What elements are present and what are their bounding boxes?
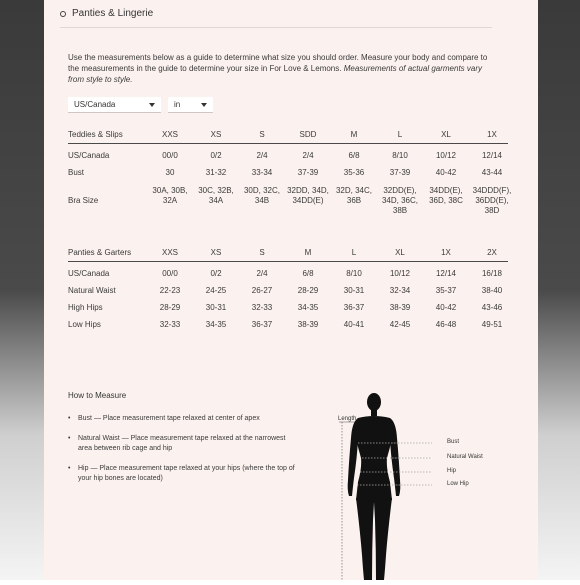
table-cell: 32-33: [159, 320, 181, 329]
intro-paragraph: [68, 52, 498, 85]
section-title: Panties & Lingerie: [72, 8, 154, 19]
size-column-header: 1X: [441, 248, 451, 257]
table-cell: 34DDD(F), 36DD(E), 38D: [472, 186, 512, 215]
chevron-down-icon: [149, 103, 155, 107]
background-right: [538, 0, 580, 580]
row-label: US/Canada: [68, 151, 110, 160]
table-cell: 28-29: [297, 286, 319, 295]
intro-text: Use the measurements below as a guide to determine what size you should order. Measure your body and compare to the measurements in the guide to determine your size in For Love & Lemons.: [68, 53, 488, 73]
how-to-measure-list: [68, 414, 298, 494]
table-cell: 0/2: [210, 151, 222, 160]
table-cell: 37-39: [389, 168, 411, 177]
size-column-header: XL: [395, 248, 405, 257]
table-cell: 12/14: [435, 269, 457, 278]
size-column-header: XXS: [161, 248, 178, 257]
table-cell: 37-39: [297, 168, 319, 177]
size-column-header: 2X: [487, 248, 497, 257]
table-cell: 30A, 30B, 32A: [152, 186, 188, 205]
table-cell: 30-31: [343, 286, 365, 295]
table-cell: 32DD(E), 34D, 36C, 38B: [381, 186, 419, 215]
row-label: US/Canada: [68, 269, 110, 278]
table-cell: 43-44: [481, 168, 503, 177]
size-column-header: XL: [441, 130, 451, 139]
table-cell: 40-42: [435, 168, 457, 177]
table-header-divider: [68, 261, 508, 262]
table-cell: 43-46: [481, 303, 503, 312]
low-hip-label: Low Hip: [447, 481, 469, 487]
size-column-header: S: [259, 130, 265, 139]
background-left: [0, 0, 44, 580]
size-column-header: XS: [210, 248, 222, 257]
row-label: Bra Size: [68, 196, 99, 205]
table-cell: 10/12: [389, 269, 411, 278]
title-divider: [60, 27, 492, 28]
table-cell: 6/8: [348, 151, 360, 160]
table-cell: 32-34: [389, 286, 411, 295]
row-label: Bust: [68, 168, 85, 177]
list-item: • Bust — Place measurement tape relaxed at center of apex: [68, 414, 298, 424]
table-cell: 30D, 32C, 34B: [243, 186, 281, 205]
size-column-header: XXS: [161, 130, 178, 139]
list-item: • Natural Waist — Place measurement tape relaxed at the narrowest area between rib cage and hip: [68, 434, 298, 454]
table-cell: 34DD(E), 36D, 38C: [429, 186, 463, 205]
table-cell: 42-45: [389, 320, 411, 329]
unit-select-value: in: [174, 100, 181, 109]
size-guide-page: [44, 0, 538, 580]
table-cell: 30-31: [205, 303, 227, 312]
table-cell: 33-34: [251, 168, 273, 177]
table-cell: 8/10: [392, 151, 408, 160]
table-cell: 36-37: [343, 303, 365, 312]
table-cell: 46-48: [435, 320, 457, 329]
bust-label: Bust: [447, 439, 460, 445]
table-cell: 0/2: [210, 269, 222, 278]
table-cell: 34-35: [297, 303, 319, 312]
table-cell: 28-29: [159, 303, 181, 312]
table-cell: 00/0: [162, 269, 178, 278]
unit-select[interactable]: [168, 97, 213, 113]
table-cell: 22-23: [159, 286, 181, 295]
table-cell: 2/4: [302, 151, 314, 160]
table-cell: 38-40: [481, 286, 503, 295]
row-label: High Hips: [68, 303, 103, 312]
table-header-divider: [68, 143, 508, 144]
table-header-label: Panties & Garters: [68, 248, 132, 257]
list-item: • Hip — Place measurement tape relaxed at your hips (where the top of your hip bones are located): [68, 464, 298, 484]
row-label: Low Hips: [68, 320, 101, 329]
section-header[interactable]: [60, 8, 153, 19]
table-cell: 16/18: [481, 269, 503, 278]
how-to-measure-title: How to Measure: [68, 391, 127, 400]
size-column-header: L: [351, 248, 357, 257]
table-cell: 2/4: [256, 151, 268, 160]
circle-bullet-icon: [60, 11, 66, 17]
table-cell: 38-39: [297, 320, 319, 329]
intro-italic-note: Measurements of actual garments vary from style to style.: [68, 64, 482, 84]
table-cell: 30: [165, 168, 175, 177]
table-header-label: Teddies & Slips: [68, 130, 123, 139]
table-cell: 10/12: [435, 151, 457, 160]
table-cell: 00/0: [162, 151, 178, 160]
size-column-header: 1X: [487, 130, 497, 139]
table-cell: 31-32: [205, 168, 227, 177]
size-column-header: M: [350, 130, 358, 139]
table-cell: 24-25: [205, 286, 227, 295]
table-cell: 6/8: [302, 269, 314, 278]
table-cell: 38-39: [389, 303, 411, 312]
hip-label: Hip: [447, 468, 457, 474]
table-cell: 32-33: [251, 303, 273, 312]
size-column-header: XS: [210, 130, 222, 139]
table-cell: 35-36: [343, 168, 365, 177]
table-cell: 49-51: [481, 320, 503, 329]
size-column-header: S: [259, 248, 265, 257]
table-cell: 30C, 32B, 34A: [198, 186, 234, 205]
length-label: Length: [338, 416, 357, 422]
table-cell: 32DD, 34D, 34DD(E): [287, 186, 329, 205]
body-measurement-figure: [334, 390, 483, 580]
size-column-header: L: [397, 130, 403, 139]
table-cell: 40-42: [435, 303, 457, 312]
row-label: Natural Waist: [68, 286, 116, 295]
table-cell: 2/4: [256, 269, 268, 278]
table-cell: 8/10: [346, 269, 362, 278]
table-cell: 36-37: [251, 320, 273, 329]
table-cell: 12/14: [481, 151, 503, 160]
chevron-down-icon: [201, 103, 207, 107]
table-cell: 32D, 34C, 36B: [335, 186, 373, 205]
size-column-header: M: [304, 248, 312, 257]
natural-waist-label: Natural Waist: [447, 454, 483, 460]
size-column-header: SDD: [299, 130, 317, 139]
table-cell: 26-27: [251, 286, 273, 295]
region-select-value: US/Canada: [74, 100, 116, 109]
table-cell: 34-35: [205, 320, 227, 329]
table-cell: 35-37: [435, 286, 457, 295]
table-cell: 40-41: [343, 320, 365, 329]
region-select[interactable]: [68, 97, 161, 113]
